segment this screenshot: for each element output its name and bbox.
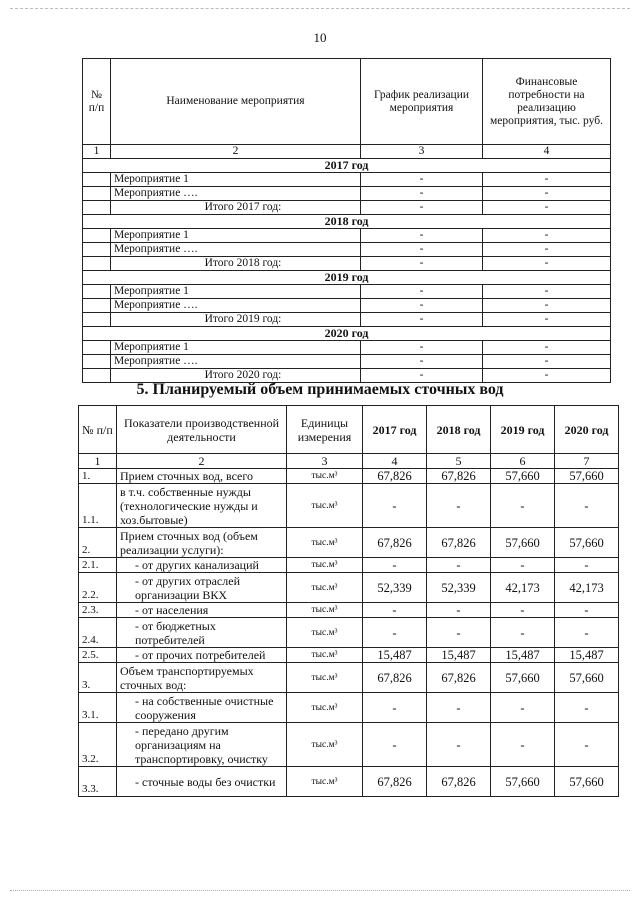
finance-cell: - (483, 187, 611, 201)
value-2020: - (555, 723, 619, 767)
column-number: 4 (363, 454, 427, 469)
year-row (83, 327, 611, 341)
value-2017: 67,826 (363, 663, 427, 693)
row-number (83, 243, 111, 257)
finance-cell: - (483, 299, 611, 313)
value-2019: 15,487 (491, 648, 555, 663)
section-heading: 5. Планируемый объем принимаемых сточных вод (136, 381, 504, 398)
value-2018: - (427, 693, 491, 723)
year-row (83, 271, 611, 285)
row-number: 1. (79, 469, 117, 484)
finance-cell: - (483, 173, 611, 187)
column-number: 4 (483, 145, 611, 159)
table-row (83, 201, 611, 215)
value-2018: - (427, 484, 491, 528)
total-label: Итого 2018 год: (111, 257, 361, 271)
finance-cell: - (483, 257, 611, 271)
value-2019: 57,660 (491, 528, 555, 558)
value-2017: - (363, 603, 427, 618)
table-row (79, 663, 619, 693)
col-header-num: № п/п (83, 59, 111, 145)
col-header-name: Наименование мероприятия (111, 59, 361, 145)
year-label: 2017 год (83, 159, 611, 173)
column-number: 2 (111, 145, 361, 159)
table-row (83, 187, 611, 201)
column-number: 5 (427, 454, 491, 469)
indicator-name: - от прочих потребителей (117, 648, 287, 663)
unit-cell: тыс.м³ (287, 528, 363, 558)
row-number: 2.1. (79, 558, 117, 573)
activity-name: Мероприятие …. (111, 299, 361, 313)
col-header-indicator: Показатели производственной деятельности (117, 406, 287, 454)
table-header-row (83, 59, 611, 145)
row-number (83, 173, 111, 187)
schedule-cell: - (361, 243, 483, 257)
unit-cell: тыс.м³ (287, 663, 363, 693)
value-2020: 15,487 (555, 648, 619, 663)
value-2019: - (491, 484, 555, 528)
unit-cell: тыс.м³ (287, 723, 363, 767)
column-number-row (83, 145, 611, 159)
unit-cell: тыс.м³ (287, 573, 363, 603)
value-2017: - (363, 723, 427, 767)
unit-cell: тыс.м³ (287, 767, 363, 797)
schedule-cell: - (361, 285, 483, 299)
value-2019: 57,660 (491, 767, 555, 797)
value-2017: 52,339 (363, 573, 427, 603)
row-number (83, 229, 111, 243)
value-2020: 57,660 (555, 663, 619, 693)
table-row (79, 603, 619, 618)
schedule-cell: - (361, 369, 483, 383)
value-2018: 67,826 (427, 469, 491, 484)
schedule-cell: - (361, 313, 483, 327)
indicator-name: - от других канализаций (117, 558, 287, 573)
schedule-cell: - (361, 229, 483, 243)
schedule-cell: - (361, 355, 483, 369)
schedule-cell: - (361, 299, 483, 313)
row-number: 2.4. (79, 618, 117, 648)
value-2020: 57,660 (555, 528, 619, 558)
column-number: 6 (491, 454, 555, 469)
value-2017: 67,826 (363, 469, 427, 484)
table-row (83, 299, 611, 313)
value-2019: - (491, 558, 555, 573)
value-2018: 67,826 (427, 663, 491, 693)
year-label: 2020 год (83, 327, 611, 341)
activity-name: Мероприятие 1 (111, 173, 361, 187)
activity-name: Мероприятие …. (111, 243, 361, 257)
page-number: 10 (313, 30, 327, 45)
value-2020: - (555, 693, 619, 723)
indicator-name: в т.ч. собственные нужды (технологические нужды и хоз.бытовые) (117, 484, 287, 528)
row-number (83, 201, 111, 215)
value-2018: - (427, 558, 491, 573)
value-2017: 67,826 (363, 528, 427, 558)
unit-cell: тыс.м³ (287, 603, 363, 618)
column-number: 2 (117, 454, 287, 469)
unit-cell: тыс.м³ (287, 618, 363, 648)
column-number: 3 (361, 145, 483, 159)
schedule-cell: - (361, 341, 483, 355)
table-row (83, 341, 611, 355)
value-2019: 57,660 (491, 663, 555, 693)
row-number: 2. (79, 528, 117, 558)
schedule-cell: - (361, 257, 483, 271)
indicator-name: - на собственные очистные сооружения (117, 693, 287, 723)
value-2019: 57,660 (491, 469, 555, 484)
table-row (79, 528, 619, 558)
indicator-name: Прием сточных вод (объем реализации услуги): (117, 528, 287, 558)
table-row (79, 693, 619, 723)
activities-table (82, 58, 611, 383)
activity-name: Мероприятие 1 (111, 229, 361, 243)
schedule-cell: - (361, 173, 483, 187)
schedule-cell: - (361, 187, 483, 201)
activity-name: Мероприятие …. (111, 187, 361, 201)
value-2020: 42,173 (555, 573, 619, 603)
row-number: 1.1. (79, 484, 117, 528)
value-2018: - (427, 618, 491, 648)
row-number (83, 355, 111, 369)
value-2018: 67,826 (427, 767, 491, 797)
row-number: 3.2. (79, 723, 117, 767)
activity-name: Мероприятие …. (111, 355, 361, 369)
finance-cell: - (483, 313, 611, 327)
table-row (83, 355, 611, 369)
row-number: 2.5. (79, 648, 117, 663)
unit-cell: тыс.м³ (287, 558, 363, 573)
column-number: 1 (83, 145, 111, 159)
wastewater-volume-table (78, 405, 619, 797)
value-2018: 67,826 (427, 528, 491, 558)
value-2020: - (555, 558, 619, 573)
finance-cell: - (483, 341, 611, 355)
value-2017: 15,487 (363, 648, 427, 663)
table-row (83, 243, 611, 257)
row-number: 3. (79, 663, 117, 693)
table-row (83, 257, 611, 271)
table-header-row (79, 406, 619, 454)
row-number: 2.2. (79, 573, 117, 603)
activity-name: Мероприятие 1 (111, 341, 361, 355)
value-2020: 57,660 (555, 767, 619, 797)
indicator-name: - передано другим организациям на транспортировку, очистку (117, 723, 287, 767)
unit-cell: тыс.м³ (287, 693, 363, 723)
finance-cell: - (483, 369, 611, 383)
value-2018: 52,339 (427, 573, 491, 603)
table-row (83, 313, 611, 327)
value-2020: - (555, 618, 619, 648)
table-row (83, 173, 611, 187)
unit-cell: тыс.м³ (287, 484, 363, 528)
col-header-num: № п/п (79, 406, 117, 454)
col-header-2018: 2018 год (427, 406, 491, 454)
table-row (83, 285, 611, 299)
col-header-2017: 2017 год (363, 406, 427, 454)
indicator-name: - сточные воды без очистки (117, 767, 287, 797)
value-2019: - (491, 723, 555, 767)
year-label: 2018 год (83, 215, 611, 229)
table-row (79, 573, 619, 603)
scan-edge-bottom (10, 890, 630, 891)
value-2017: - (363, 693, 427, 723)
indicator-name: - от населения (117, 603, 287, 618)
table-row (83, 229, 611, 243)
value-2019: - (491, 618, 555, 648)
table-row (79, 469, 619, 484)
row-number: 3.1. (79, 693, 117, 723)
row-number (83, 285, 111, 299)
table-row (79, 618, 619, 648)
col-header-unit: Единицы измерения (287, 406, 363, 454)
total-label: Итого 2019 год: (111, 313, 361, 327)
table-row (79, 723, 619, 767)
column-number-row (79, 454, 619, 469)
year-label: 2019 год (83, 271, 611, 285)
col-header-2020: 2020 год (555, 406, 619, 454)
value-2019: - (491, 693, 555, 723)
finance-cell: - (483, 285, 611, 299)
row-number (83, 341, 111, 355)
row-number (83, 257, 111, 271)
unit-cell: тыс.м³ (287, 648, 363, 663)
indicator-name: - от бюджетных потребителей (117, 618, 287, 648)
year-row (83, 215, 611, 229)
total-label: Итого 2017 год: (111, 201, 361, 215)
finance-cell: - (483, 243, 611, 257)
finance-cell: - (483, 201, 611, 215)
value-2018: - (427, 723, 491, 767)
unit-cell: тыс.м³ (287, 469, 363, 484)
year-row (83, 159, 611, 173)
activity-name: Мероприятие 1 (111, 285, 361, 299)
value-2017: - (363, 618, 427, 648)
col-header-2019: 2019 год (491, 406, 555, 454)
finance-cell: - (483, 229, 611, 243)
row-number: 2.3. (79, 603, 117, 618)
row-number (83, 187, 111, 201)
table-row (79, 648, 619, 663)
finance-cell: - (483, 355, 611, 369)
indicator-name: Объем транспортируемых сточных вод: (117, 663, 287, 693)
value-2020: - (555, 603, 619, 618)
value-2019: 42,173 (491, 573, 555, 603)
value-2018: 15,487 (427, 648, 491, 663)
table-row (79, 558, 619, 573)
col-header-schedule: График реализации мероприятия (361, 59, 483, 145)
total-label: Итого 2020 год: (111, 369, 361, 383)
value-2018: - (427, 603, 491, 618)
indicator-name: Прием сточных вод, всего (117, 469, 287, 484)
value-2020: - (555, 484, 619, 528)
indicator-name: - от других отраслей организации ВКХ (117, 573, 287, 603)
value-2017: - (363, 484, 427, 528)
row-number (83, 299, 111, 313)
col-header-finance: Финансовые потребности на реализацию мероприятия, тыс. руб. (483, 59, 611, 145)
value-2020: 57,660 (555, 469, 619, 484)
column-number: 1 (79, 454, 117, 469)
value-2019: - (491, 603, 555, 618)
column-number: 3 (287, 454, 363, 469)
table-row (79, 484, 619, 528)
value-2017: - (363, 558, 427, 573)
row-number: 3.3. (79, 767, 117, 797)
schedule-cell: - (361, 201, 483, 215)
row-number (83, 313, 111, 327)
column-number: 7 (555, 454, 619, 469)
value-2017: 67,826 (363, 767, 427, 797)
table-row (79, 767, 619, 797)
scan-edge-top (10, 8, 630, 9)
